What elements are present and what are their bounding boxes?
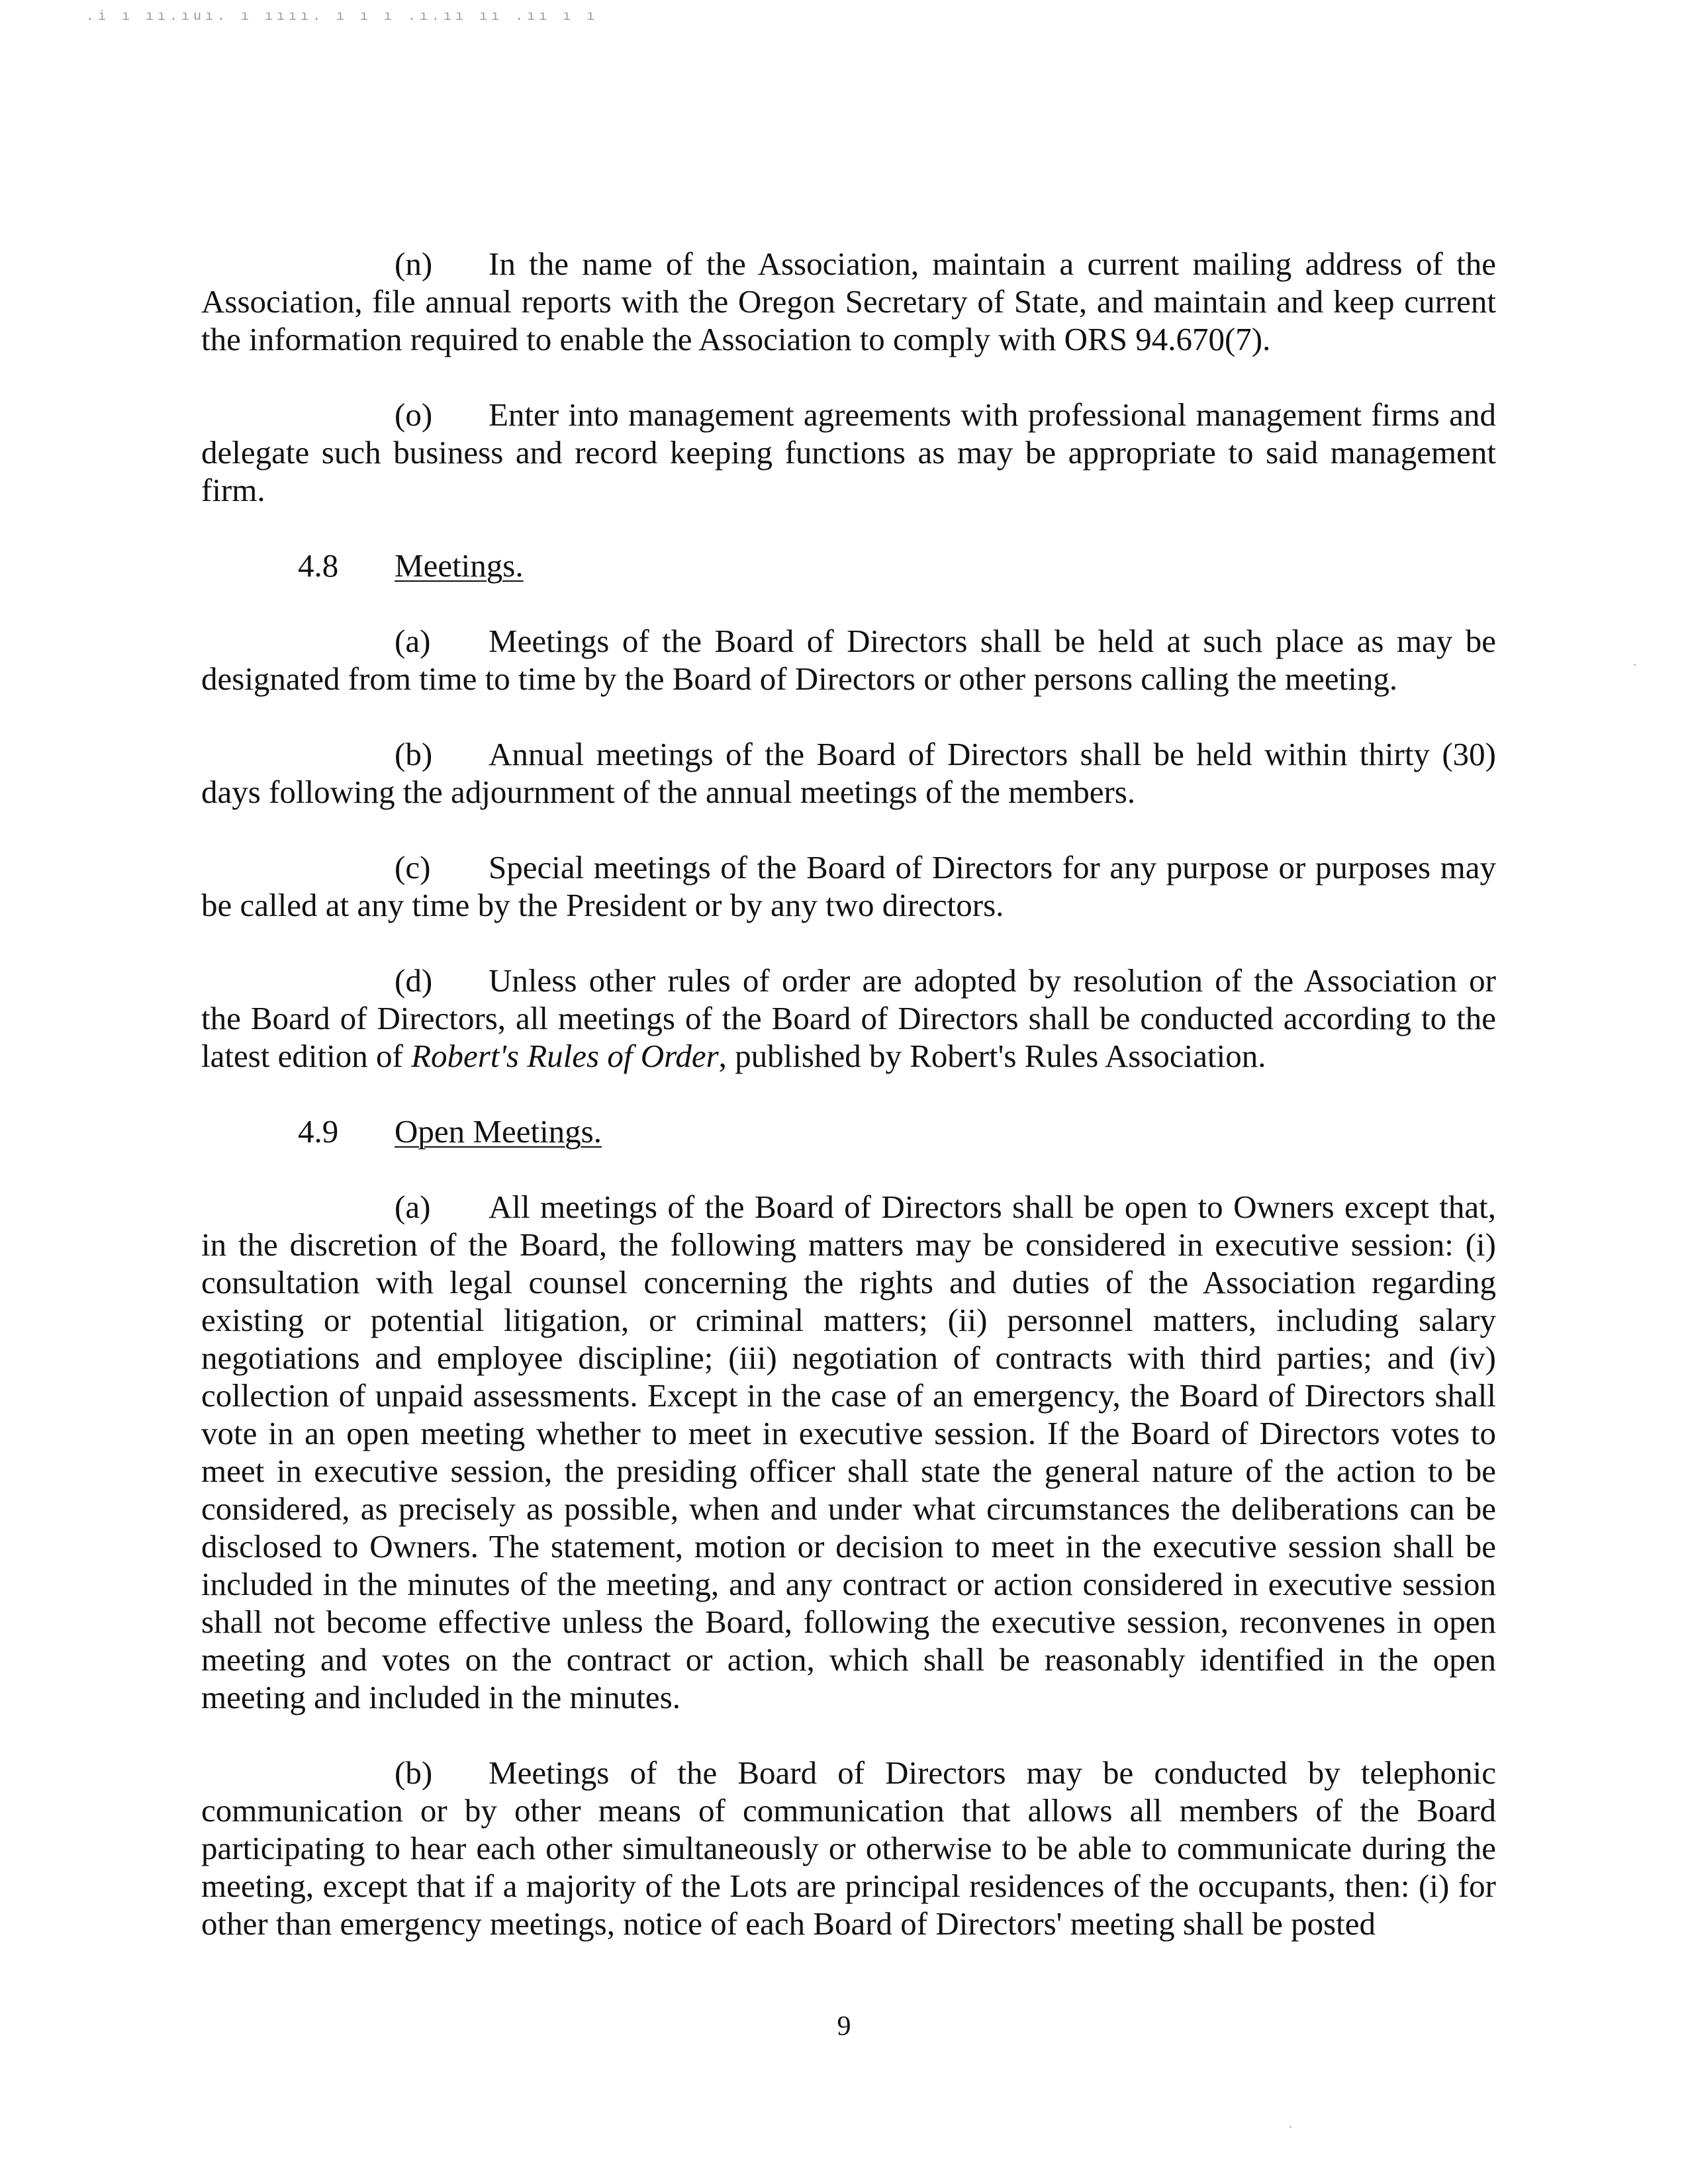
- section-number: 4.8: [298, 547, 339, 584]
- section-number: 4.9: [298, 1113, 339, 1150]
- subsection-label: (a): [395, 1189, 431, 1225]
- subsection-text-before: Unless other rules of order are adopted by resolution of the Association or the Board of Directors, all meetings of the Board of Directors shall be conducted according to the latest edition of: [201, 962, 1496, 1074]
- subsection-text: Meetings of the Board of Directors shall be held at such place as may be designated from time to time by the Board of Directors or other persons calling the meeting.: [201, 623, 1496, 697]
- subsection-text: All meetings of the Board of Directors shall be open to Owners except that, in the discretion of the Board, the following matters may be considered in executive session: (i) consultation with legal counsel concerning the rights and duties of the Association regarding existing or potential litigation, or criminal matters; (ii) personnel matters, including salary negotiations and employee discipline; (iii) negotiation of contracts with third parties; and (iv) collection of unpaid assessments. Except in the case of an emergency, the Board of Directors shall vote in an open meeting whether to meet in executive session. If the Board of Directors votes to meet in executive session, the presiding officer shall state the general nature of the action to be considered, as precisely as possible, when and under what circumstances the deliberations can be disclosed to Owners. The statement, motion or decision to meet in the executive session shall be included in the minutes of the meeting, and any contract or action considered in executive session shall not become effective unless the Board, following the executive session, reconvenes in open meeting and votes on the contract or action, which shall be reasonably identified in the open meeting and included in the minutes.: [201, 1189, 1496, 1715]
- section-heading-4-8: [201, 547, 1496, 584]
- subsection-4-9-b: [201, 1754, 1496, 1942]
- subsection-text: Meetings of the Board of Directors may be conducted by telephonic communication or by other means of communication that allows all members of the Board participating to hear each other simultaneously or otherwise to be able to communicate during the meeting, except that if a majority of the Lots are principal residences of the occupants, then: (i) for other than emergency meetings, notice of each Board of Directors' meeting shall be posted: [201, 1754, 1496, 1942]
- subsection-label: (o): [395, 396, 433, 433]
- subsection-o: [201, 396, 1496, 509]
- subsection-4-8-c: [201, 848, 1496, 924]
- scan-header-artifact: .i ı ıı.ıuı. ı ıııı. ı ı ı .ı.ıı ıı .ıı ı ı: [86, 9, 599, 24]
- document-body: [201, 245, 1496, 1980]
- section-title: Open Meetings.: [395, 1113, 602, 1150]
- subsection-4-8-b: [201, 735, 1496, 811]
- subsection-text: Enter into management agreements with professional management firms and delegate such business and record keeping functions as may be appropriate to said management firm.: [201, 396, 1496, 508]
- scan-speck: [1634, 664, 1636, 666]
- subsection-4-8-a: [201, 622, 1496, 698]
- subsection-text: Special meetings of the Board of Directors for any purpose or purposes may be called at any time by the President or by any two directors.: [201, 849, 1496, 923]
- scan-speck: [1289, 2126, 1291, 2128]
- subsection-label: (a): [395, 623, 431, 659]
- subsection-label: (n): [395, 246, 433, 282]
- subsection-label: (c): [395, 849, 431, 886]
- subsection-text-after: , published by Robert's Rules Association.: [718, 1038, 1266, 1074]
- subsection-text: Annual meetings of the Board of Directors shall be held within thirty (30) days following the adjournment of the annual meetings of the members.: [201, 736, 1496, 810]
- subsection-4-9-a: [201, 1188, 1496, 1716]
- subsection-n: [201, 245, 1496, 358]
- section-heading-4-9: [201, 1113, 1496, 1150]
- rules-of-order-title: Robert's Rules of Order: [411, 1038, 719, 1074]
- section-title: Meetings.: [395, 547, 524, 584]
- subsection-label: (d): [395, 962, 433, 999]
- subsection-4-8-d: [201, 962, 1496, 1075]
- subsection-label: (b): [395, 1754, 433, 1791]
- page-number: 9: [837, 2011, 851, 2042]
- subsection-text: In the name of the Association, maintain a current mailing address of the Association, file annual reports with the Oregon Secretary of State, and maintain and keep current the information required to enable the Association to comply with ORS 94.670(7).: [201, 246, 1496, 357]
- subsection-label: (b): [395, 736, 433, 772]
